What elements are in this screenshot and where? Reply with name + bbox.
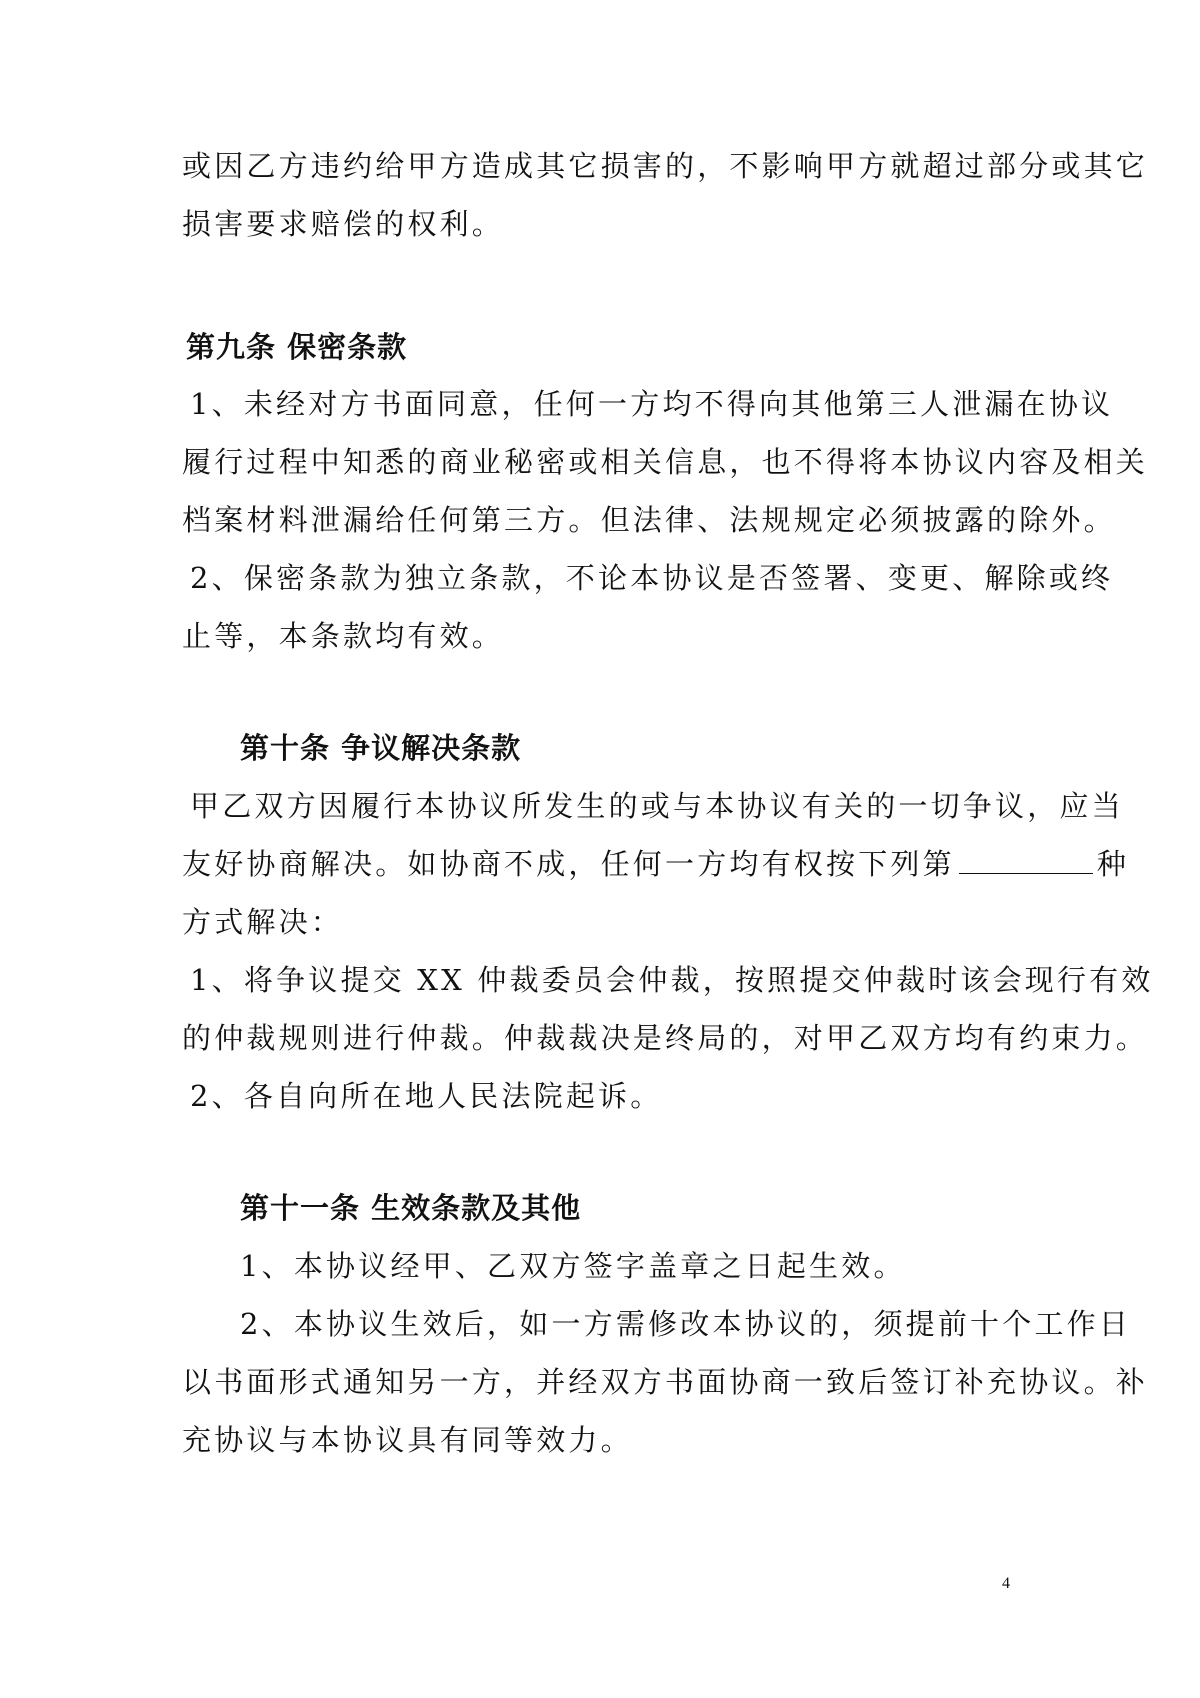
text-line: 2、各自向所在地人民法院起诉。 bbox=[190, 1079, 663, 1113]
text-line: 2、保密条款为独立条款，不论本协议是否签署、变更、解除或终 bbox=[190, 561, 1114, 595]
text-line: 1、本协议经甲、乙双方签字盖章之日起生效。 bbox=[240, 1249, 906, 1283]
text-line: 甲乙双方因履行本协议所发生的或与本协议有关的一切争议，应当 bbox=[190, 789, 1124, 823]
fill-in-blank bbox=[959, 847, 1093, 874]
text-fragment: 友好协商解决。如协商不成，任何一方均有权按下列第 bbox=[182, 847, 955, 881]
section-heading: 第九条 保密条款 bbox=[186, 330, 408, 364]
text-line: 履行过程中知悉的商业秘密或相关信息，也不得将本协议内容及相关 bbox=[182, 445, 1149, 479]
text-line: 止等，本条款均有效。 bbox=[182, 619, 505, 653]
section-heading: 第十条 争议解决条款 bbox=[240, 731, 522, 765]
text-line: 以书面形式通知另一方，并经双方书面协商一致后签订补充协议。补 bbox=[182, 1365, 1149, 1399]
page-number: 4 bbox=[1002, 1575, 1010, 1592]
text-line: 的仲裁规则进行仲裁。仲裁裁决是终局的，对甲乙双方均有约束力。 bbox=[182, 1021, 1149, 1055]
text-line: 2、本协议生效后，如一方需修改本协议的，须提前十个工作日 bbox=[240, 1307, 1132, 1341]
text-line: 1、未经对方书面同意，任何一方均不得向其他第三人泄漏在协议 bbox=[190, 387, 1114, 421]
text-line: 或因乙方违约给甲方造成其它损害的，不影响甲方就超过部分或其它 bbox=[182, 149, 1149, 183]
text-line: 档案材料泄漏给任何第三方。但法律、法规规定必须披露的除外。 bbox=[182, 503, 1116, 537]
text-line-with-blank bbox=[182, 844, 1129, 884]
text-line: 损害要求赔偿的权利。 bbox=[182, 207, 505, 241]
text-line: 1、将争议提交 XX 仲裁委员会仲裁，按照提交仲裁时该会现行有效 bbox=[190, 963, 1154, 997]
text-fragment: 种 bbox=[1096, 847, 1130, 881]
section-heading: 第十一条 生效条款及其他 bbox=[240, 1191, 582, 1225]
text-line: 充协议与本协议具有同等效力。 bbox=[182, 1423, 633, 1457]
text-line: 方式解决： bbox=[182, 905, 344, 939]
